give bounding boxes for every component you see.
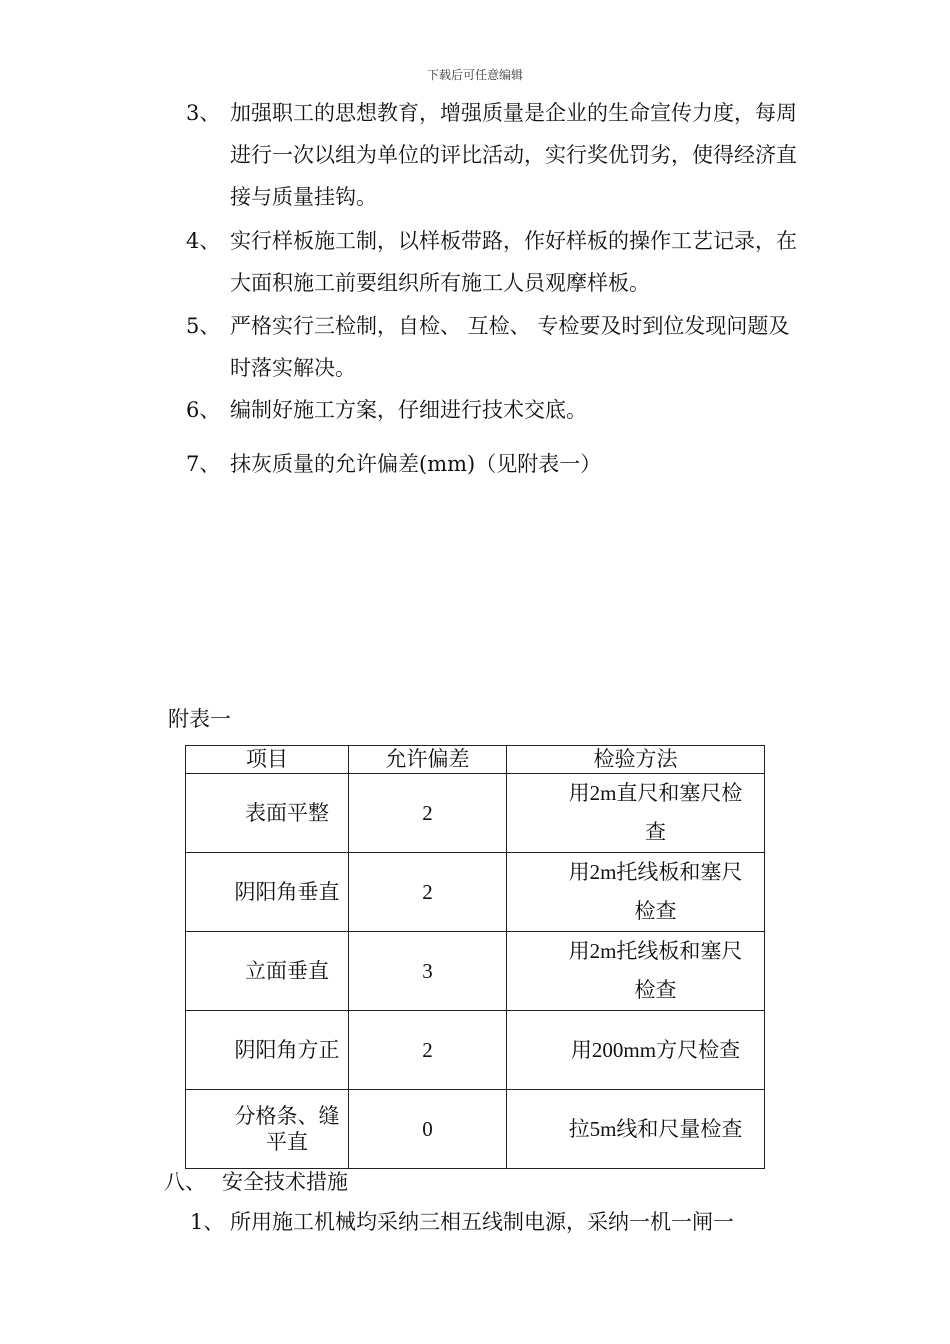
item-number: 5、 [186, 314, 221, 338]
page-header: 下载后可任意编辑 [426, 68, 523, 82]
cell-item: 表面平整 [186, 774, 349, 853]
item-text: 严格实行三检制，自检、 互检、 专检要及时到位发现问题及时落实解决。 [230, 314, 790, 380]
cell-item: 阴阳角方正 [186, 1011, 349, 1090]
cell-deviation: 2 [349, 1011, 507, 1090]
cell-item: 立面垂直 [186, 932, 349, 1011]
item-number: 4、 [186, 229, 221, 253]
column-header-deviation: 允许偏差 [349, 746, 507, 774]
cell-deviation: 2 [349, 774, 507, 853]
section-number: 八、 [164, 1170, 206, 1194]
item-text: 所用施工机械均采纳三相五线制电源，采纳一机一闸一 [230, 1210, 734, 1234]
item-text: 实行样板施工制，以样板带路，作好样板的操作工艺记录，在大面积施工前要组织所有施工人员观摩样板。 [230, 229, 797, 295]
section-heading [164, 1166, 348, 1196]
item-text: 加强职工的思想教育，增强质量是企业的生命宣传力度，每周进行一次以组为单位的评比活动，实行奖优罚劣，使得经济直接与质量挂钩。 [230, 101, 797, 209]
section-title: 安全技术措施 [222, 1170, 348, 1194]
item-text: 抹灰质量的允许偏差(mm)（见附表一） [230, 452, 602, 476]
table-row [186, 774, 765, 853]
cell-method: 用2m直尺和塞尺检查 [507, 774, 765, 853]
table-row [186, 932, 765, 1011]
cell-item: 分格条、缝平直 [186, 1090, 349, 1169]
column-header-item: 项目 [186, 746, 349, 774]
item-number: 3、 [186, 101, 221, 125]
item-text: 编制好施工方案，仔细进行技术交底。 [230, 398, 587, 422]
tolerance-table [185, 745, 765, 1169]
table-caption: 附表一 [168, 707, 231, 731]
table-row [186, 853, 765, 932]
cell-item: 阴阳角垂直 [186, 853, 349, 932]
cell-method: 用2m托线板和塞尺检查 [507, 853, 765, 932]
table-row [186, 1011, 765, 1090]
cell-method: 用200mm方尺检查 [507, 1011, 765, 1090]
table-row [186, 1090, 765, 1169]
cell-method: 用2m托线板和塞尺检查 [507, 932, 765, 1011]
table-header-row [186, 746, 765, 774]
item-number: 6、 [186, 398, 221, 422]
cell-deviation: 0 [349, 1090, 507, 1169]
cell-deviation: 3 [349, 932, 507, 1011]
item-number: 7、 [186, 452, 221, 476]
item-number: 1、 [190, 1210, 225, 1234]
list-item-1 [190, 1206, 734, 1236]
cell-method: 拉5m线和尺量检查 [507, 1090, 765, 1169]
column-header-method: 检验方法 [507, 746, 765, 774]
cell-deviation: 2 [349, 853, 507, 932]
